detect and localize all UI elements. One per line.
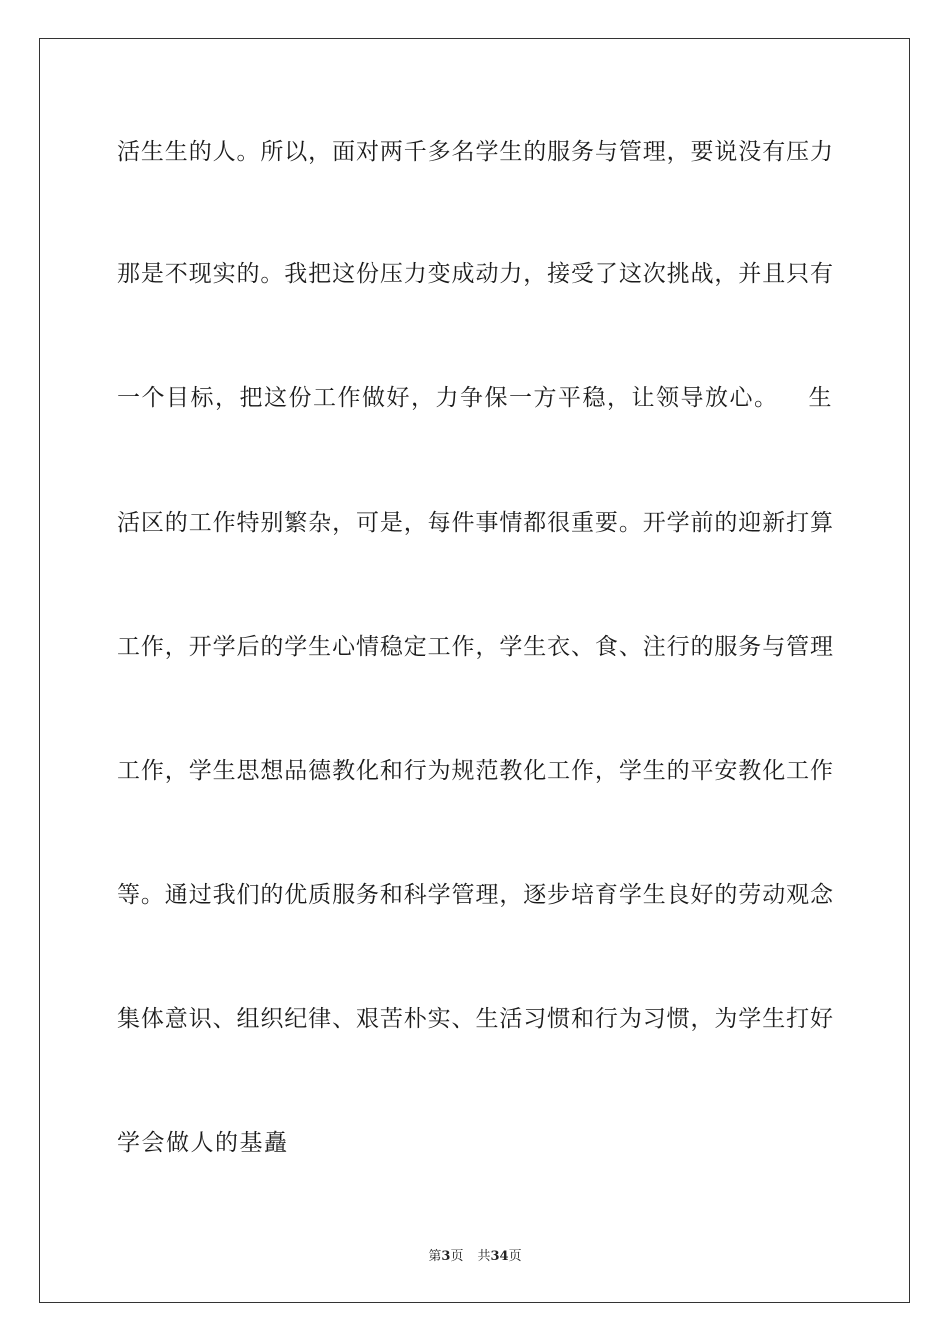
body-line-8: 集体意识、组织纪律、艰苦朴实、生活习惯和行为习惯，为学生打好 xyxy=(117,1006,833,1032)
footer-total-pages: 34 xyxy=(490,1249,509,1264)
body-line-2: 那是不现实的。我把这份压力变成动力，接受了这次挑战，并且只有 xyxy=(117,261,833,287)
footer-page-suffix: 页 xyxy=(450,1249,464,1264)
footer-page-number: 3 xyxy=(441,1249,451,1264)
page-footer xyxy=(0,1248,950,1266)
footer-total-suffix: 页 xyxy=(508,1249,522,1264)
page-frame xyxy=(39,38,910,1303)
footer-page-prefix: 第 xyxy=(428,1249,442,1264)
body-line-1: 活生生的人。所以，面对两千多名学生的服务与管理，要说没有压力 xyxy=(117,139,833,165)
body-line-4: 活区的工作特别繁杂，可是，每件事情都很重要。开学前的迎新打算 xyxy=(117,510,833,536)
body-line-9: 学会做人的基矗 xyxy=(117,1130,289,1156)
body-line-7: 等。通过我们的优质服务和科学管理，逐步培育学生良好的劳动观念 xyxy=(117,882,833,908)
body-line-3-tail: 生 xyxy=(808,385,833,411)
body-line-3 xyxy=(117,383,833,413)
body-line-3-text: 一个目标，把这份工作做好，力争保一方平稳，让领导放心。 xyxy=(117,385,779,411)
body-line-6: 工作，学生思想品德教化和行为规范教化工作，学生的平安教化工作 xyxy=(117,758,833,784)
body-line-5: 工作，开学后的学生心情稳定工作，学生衣、食、注行的服务与管理 xyxy=(117,634,833,660)
footer-total-prefix: 共 xyxy=(477,1249,491,1264)
